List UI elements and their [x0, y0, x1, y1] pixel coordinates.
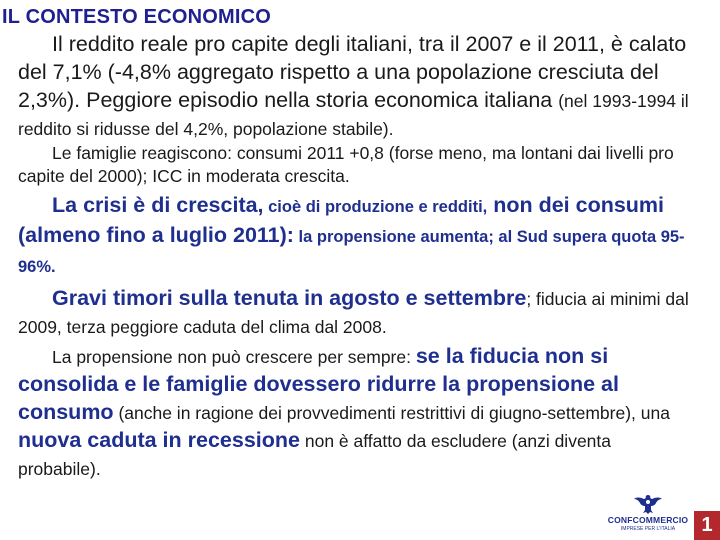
eagle-icon — [633, 493, 663, 515]
paragraph-crisi — [18, 191, 702, 281]
text-run: (nel 1993-1994 il reddito si ridusse del 4,2%, popolazione stabile). — [18, 91, 689, 139]
slide-title: IL CONTESTO ECONOMICO — [2, 6, 272, 28]
confcommercio-logo — [606, 493, 690, 539]
logo-wordmark: CONFCOMMERCIO — [607, 515, 689, 525]
paragraph-timori — [18, 284, 702, 340]
emphasis-run: cioè di produzione e redditi, — [263, 198, 488, 216]
page-number-badge: 1 — [694, 511, 720, 540]
paragraph-reddito — [18, 30, 702, 142]
emphasis-run: se la fiducia non si consolida e le famiglie dovessero ridurre la propensione al consumo — [18, 344, 619, 424]
paragraph-propensione — [18, 342, 694, 482]
text-run: La propensione non può crescere per sempre: — [52, 347, 416, 367]
emphasis-run: nuova caduta in recessione — [18, 428, 300, 452]
logo-tagline: IMPRESE PER L'ITALIA — [620, 526, 676, 532]
emphasis-run: non dei consumi (almeno fino a luglio 2011): — [18, 193, 665, 247]
emphasis-run: La crisi è di crescita, — [52, 193, 264, 217]
text-run: (anche in ragione dei provvedimenti restrittivi di giugno-settembre), una — [113, 403, 670, 423]
text-run: ; fiducia ai minimi dal 2009, terza peggiore caduta del clima dal 2008. — [18, 289, 689, 337]
emphasis-run: Gravi timori sulla tenuta in agosto e settembre — [52, 286, 527, 310]
paragraph-famiglie — [18, 142, 702, 188]
slide-body — [18, 30, 702, 482]
text-run: Il reddito reale pro capite degli italiani, tra il 2007 e il 2011, è calato del 7,1% (-4,8% aggregato rispetto a una popolazione cresciuta del 2,3%). Peggiore episodio nella storia economica italiana — [18, 32, 687, 112]
emphasis-run: la propensione aumenta; al Sud supera quota 95-96%. — [18, 228, 685, 276]
text-run: Le famiglie reagiscono: consumi 2011 +0,8 (forse meno, ma lontani dai livelli pro capite del 2000); ICC in moderata crescita. — [18, 143, 674, 186]
text-run: non è affatto da escludere (anzi diventa probabile). — [18, 431, 612, 479]
